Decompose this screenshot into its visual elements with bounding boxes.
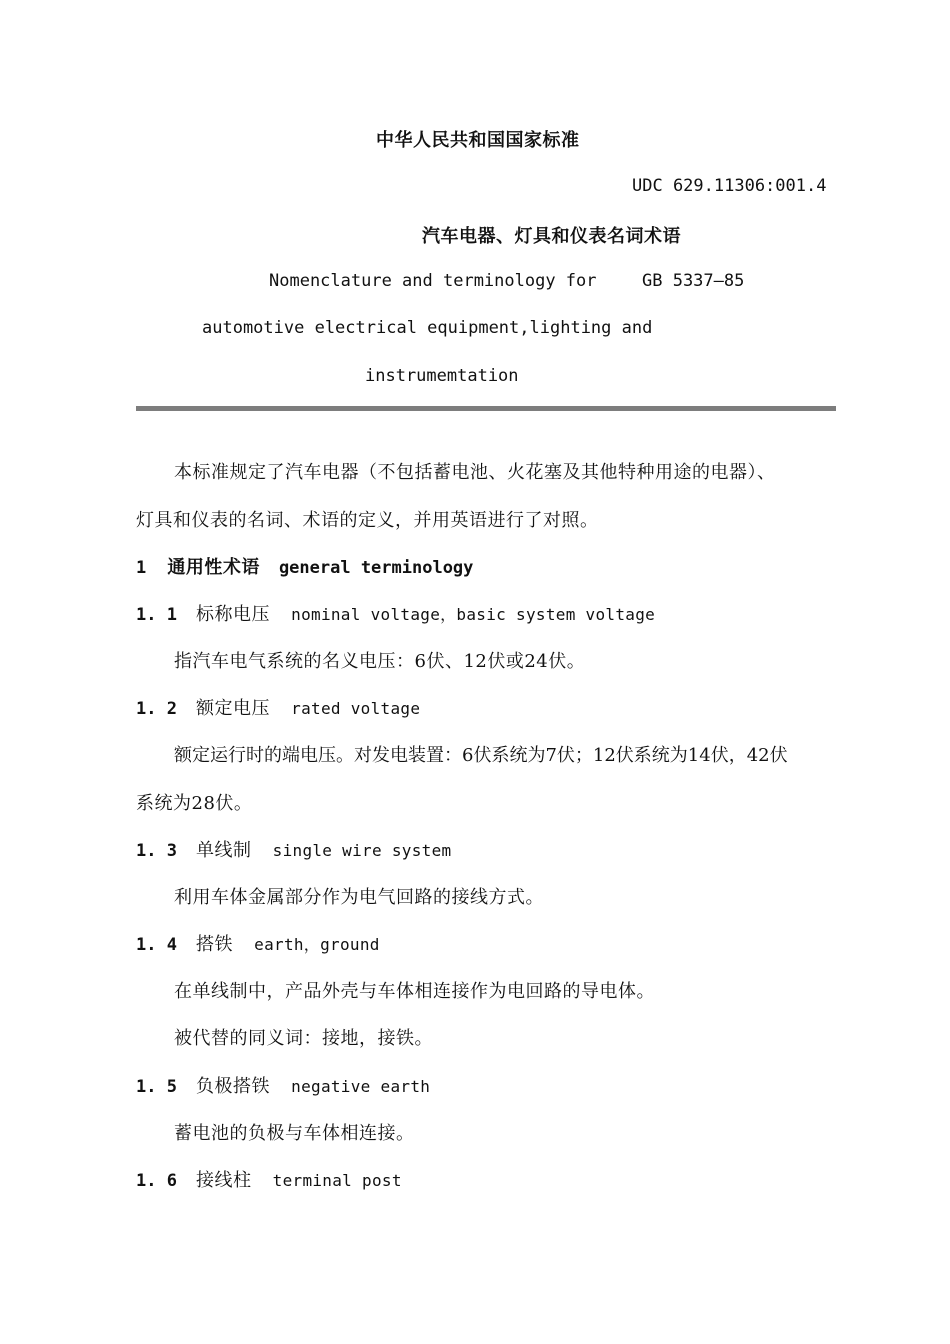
term-definition: 利用车体金属部分作为电气回路的接线方式。 [174, 887, 544, 908]
term-name-en: rated voltage [291, 699, 421, 718]
term-number: 1. 2 [136, 699, 177, 719]
term-number: 1. 6 [136, 1171, 177, 1191]
term-heading [136, 694, 420, 720]
header-divider [136, 406, 836, 411]
term-name-zh: 负极搭铁 [196, 1076, 271, 1097]
term-definition: 额定运行时的端电压。对发电装置：6伏系统为7伏；12伏系统为14伏，42伏 [174, 745, 788, 766]
section-title-zh: 通用性术语 [167, 557, 260, 578]
intro-paragraph-line1: 本标准规定了汽车电器（不包括蓄电池、火花塞及其他特种用途的电器）、 [174, 462, 776, 483]
term-synonym: 被代替的同义词：接地，接铁。 [174, 1028, 433, 1049]
term-name-zh: 单线制 [196, 840, 252, 861]
term-name-en: terminal post [272, 1171, 402, 1190]
term-number: 1. 4 [136, 935, 177, 955]
term-heading [136, 600, 655, 626]
term-name-en: earth，ground [254, 935, 380, 954]
document-org-title: 中华人民共和国国家标准 [376, 130, 580, 151]
term-name-zh: 接线柱 [196, 1170, 252, 1191]
document-title-en-line2: automotive electrical equipment,lighting and [202, 318, 653, 338]
term-name-zh: 标称电压 [196, 604, 271, 625]
document-title-en-line3: instrumemtation [365, 366, 519, 386]
section-title-en: general terminology [278, 558, 474, 578]
term-definition-cont: 系统为28伏。 [136, 793, 253, 814]
term-number: 1. 3 [136, 841, 177, 861]
term-heading [136, 1166, 402, 1192]
section-heading [136, 553, 473, 579]
term-name-en: single wire system [272, 841, 452, 860]
term-number: 1. 1 [136, 605, 177, 625]
term-name-zh: 搭铁 [196, 934, 234, 955]
intro-paragraph-line2: 灯具和仪表的名词、术语的定义，并用英语进行了对照。 [136, 510, 599, 531]
term-definition: 蓄电池的负极与车体相连接。 [174, 1123, 415, 1144]
term-definition: 指汽车电气系统的名义电压：6伏、12伏或24伏。 [174, 651, 586, 672]
term-name-en: negative earth [291, 1077, 431, 1096]
standard-number: GB 5337—85 [642, 271, 745, 291]
term-name-zh: 额定电压 [196, 698, 271, 719]
term-number: 1. 5 [136, 1077, 177, 1097]
document-title-en-line1: Nomenclature and terminology for [269, 271, 597, 291]
term-name-en: nominal voltage，basic system voltage [291, 605, 656, 624]
term-heading [136, 930, 380, 956]
term-definition: 在单线制中，产品外壳与车体相连接作为电回路的导电体。 [174, 981, 655, 1002]
section-number: 1 [136, 558, 147, 578]
term-heading [136, 836, 451, 862]
document-title-zh: 汽车电器、灯具和仪表名词术语 [422, 226, 681, 247]
udc-code: UDC 629.11306:001.4 [632, 176, 827, 196]
term-heading [136, 1072, 430, 1098]
